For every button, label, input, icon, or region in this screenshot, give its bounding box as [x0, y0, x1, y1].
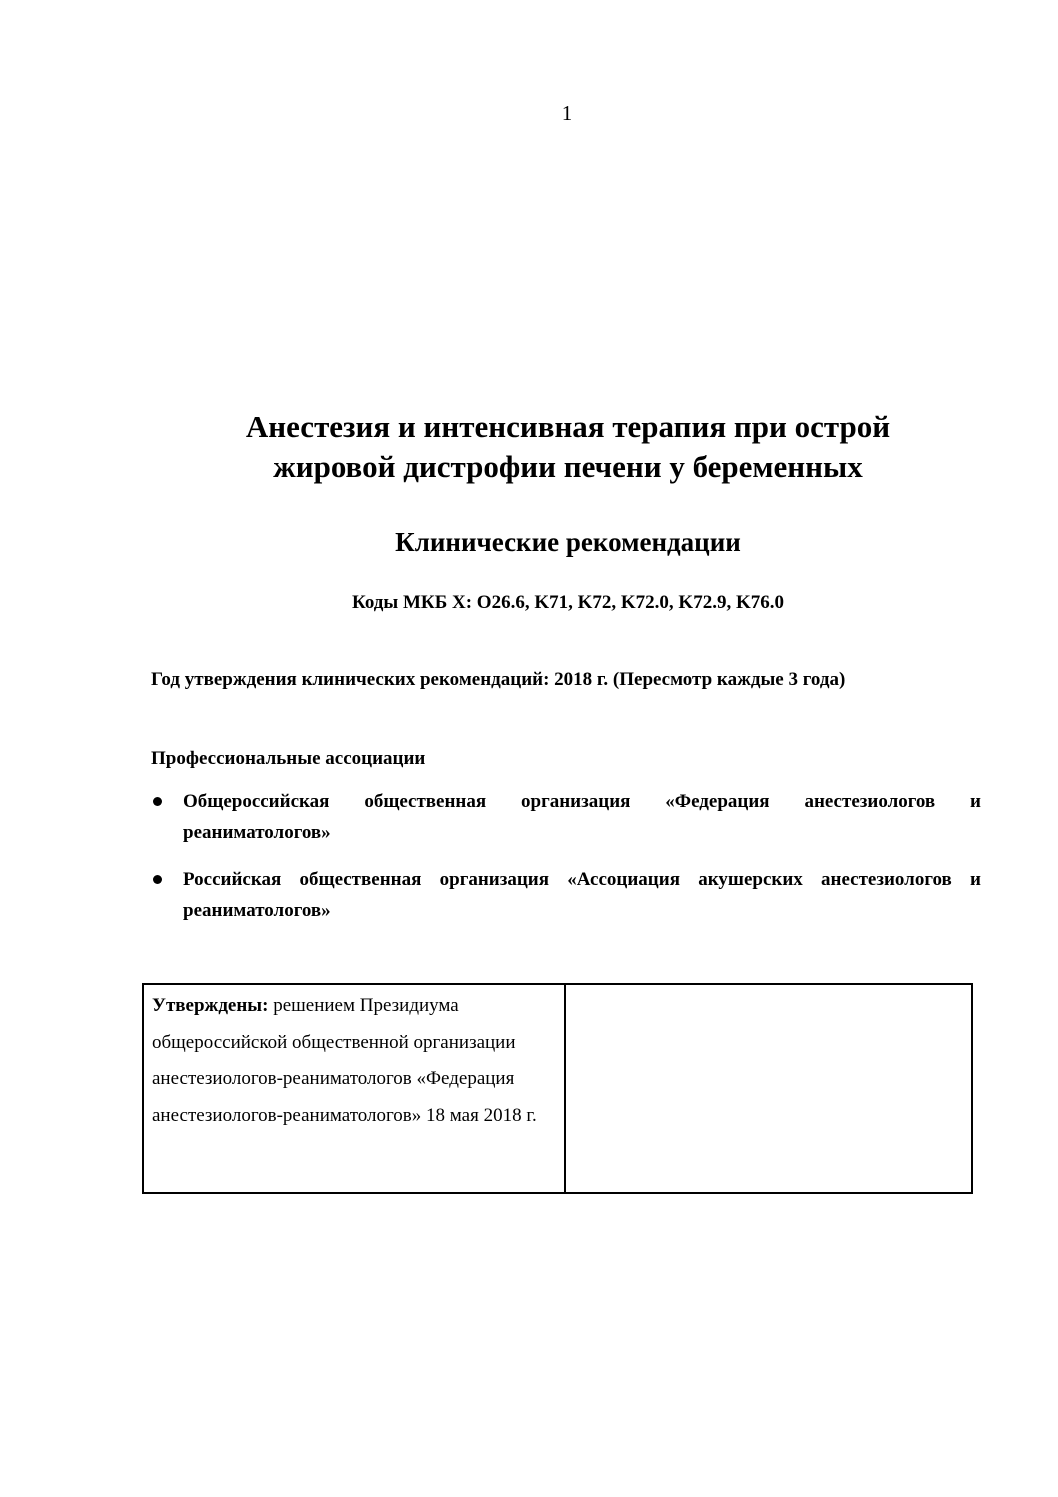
- document-title: [120, 407, 1016, 487]
- document-title-line-2: жировой дистрофии печени у беременных: [273, 449, 863, 484]
- associations-heading: Профессиональные ассоциации: [151, 748, 426, 769]
- association-item: [151, 786, 981, 848]
- bullet-icon: [153, 797, 162, 806]
- bullet-icon: [153, 875, 162, 884]
- association-name: Общероссийская общественная организация «Федерация анестезиологов и реаниматологов»: [183, 791, 981, 843]
- document-title-line-1: Анестезия и интенсивная терапия при острой: [245, 409, 891, 444]
- associations-list: [151, 786, 981, 942]
- association-name: Российская общественная организация «Ассоциация акушерских анестезиологов и реаниматологов»: [183, 869, 981, 921]
- approval-body: решением Президиума общероссийской общественной организации анестезиологов-реаниматологов «Федерация анестезиологов-реаниматологов» 18 мая 2018 г.: [152, 995, 537, 1126]
- approval-cell: [143, 984, 565, 1193]
- approval-text: [144, 985, 564, 1134]
- icd-codes: Коды МКБ X: O26.6, K71, K72, K72.0, K72.9, K76.0: [352, 592, 784, 613]
- page-number: 1: [561, 101, 573, 125]
- approval-table: [142, 983, 973, 1194]
- approval-row: [143, 984, 972, 1193]
- approval-label: Утверждены:: [152, 995, 269, 1016]
- document-subtitle: Клинические рекомендации: [395, 527, 741, 557]
- empty-cell: [565, 984, 972, 1193]
- association-item: [151, 864, 981, 926]
- approval-year: Год утверждения клинических рекомендаций: 2018 г. (Пересмотр каждые 3 года): [151, 669, 846, 690]
